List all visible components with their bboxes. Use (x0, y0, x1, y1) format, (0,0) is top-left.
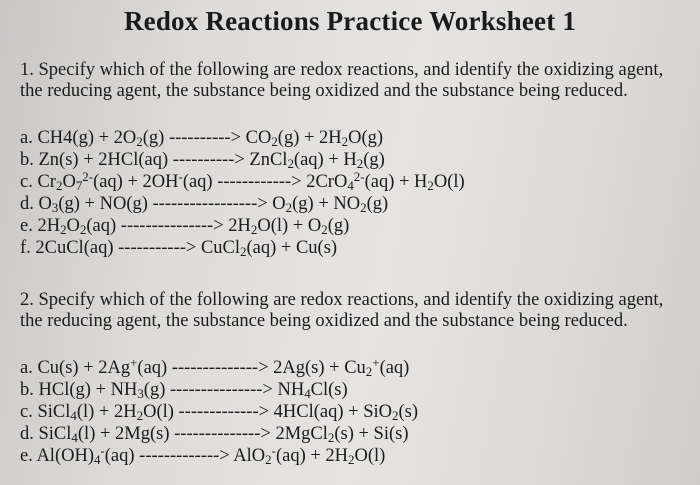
q1-item-a: a. $CH4(g) + 2O_2(g)$ ----------> $CO_2(g) + 2H_2O(g)$ (20, 128, 384, 150)
q2-item-a: a. Cu(s) + 2Ag+(aq) --------------> $2Ag(s) + Cu_2^+(aq)$ (20, 355, 410, 380)
q1-item-d: d. $O_3(g) + NO(g)$ -----------------> $O_2(g) + NO_2(g)$ (20, 194, 389, 216)
q1-item-b: b. Zn(s) + 2HCl(aq) ----------> ZnCl$_2$(aq) + $H_2(g)$ (20, 150, 385, 172)
question-2-prompt: 2. Specify which of the following are redox reactions, and identify the oxidizing agent, the reducing agent, the substance being oxidized and the substance being reduced. (20, 290, 664, 331)
q2-item-b: b. $HCl(g) + NH_3(g)$ ---------------> $NH_4Cl(s)$ (20, 380, 348, 402)
q2-item-d: d. SiCl$_4$(l) + 2Mg(s) --------------> 2MgCl$_2$(s) + Si(s) (20, 424, 409, 446)
q2-item-c: c. SiCl$_4$(l) + $2H_2O(l)$ -------------> 4HCl(aq) + SiO$_2$(s) (20, 402, 419, 424)
q1-item-e: e. $2H_2O_2(aq)$ ---------------> $2H_2O(l) + O_2(g)$ (20, 216, 350, 238)
question-1-prompt: 1. Specify which of the following are redox reactions, and identify the oxidizing agent, the reducing agent, the substance being oxidized and the substance being reduced. (20, 60, 664, 101)
q1-item-f: f. 2CuCl(aq) -----------> CuCl$_2$(aq) + Cu(s) (20, 238, 338, 260)
q1-item-c: c. $Cr_2O_7^{2-}(aq) + 2OH^-(aq)$ ------------> $2CrO_4^{2-}(aq) + H_2O(l)$ (20, 169, 465, 194)
q2-item-e: e. $Al(OH)_4^-(aq)$ -------------> $AlO_2^-(aq) + 2H_2O(l)$ (20, 443, 386, 468)
page-title: Redox Reactions Practice Worksheet 1 (123, 6, 577, 36)
